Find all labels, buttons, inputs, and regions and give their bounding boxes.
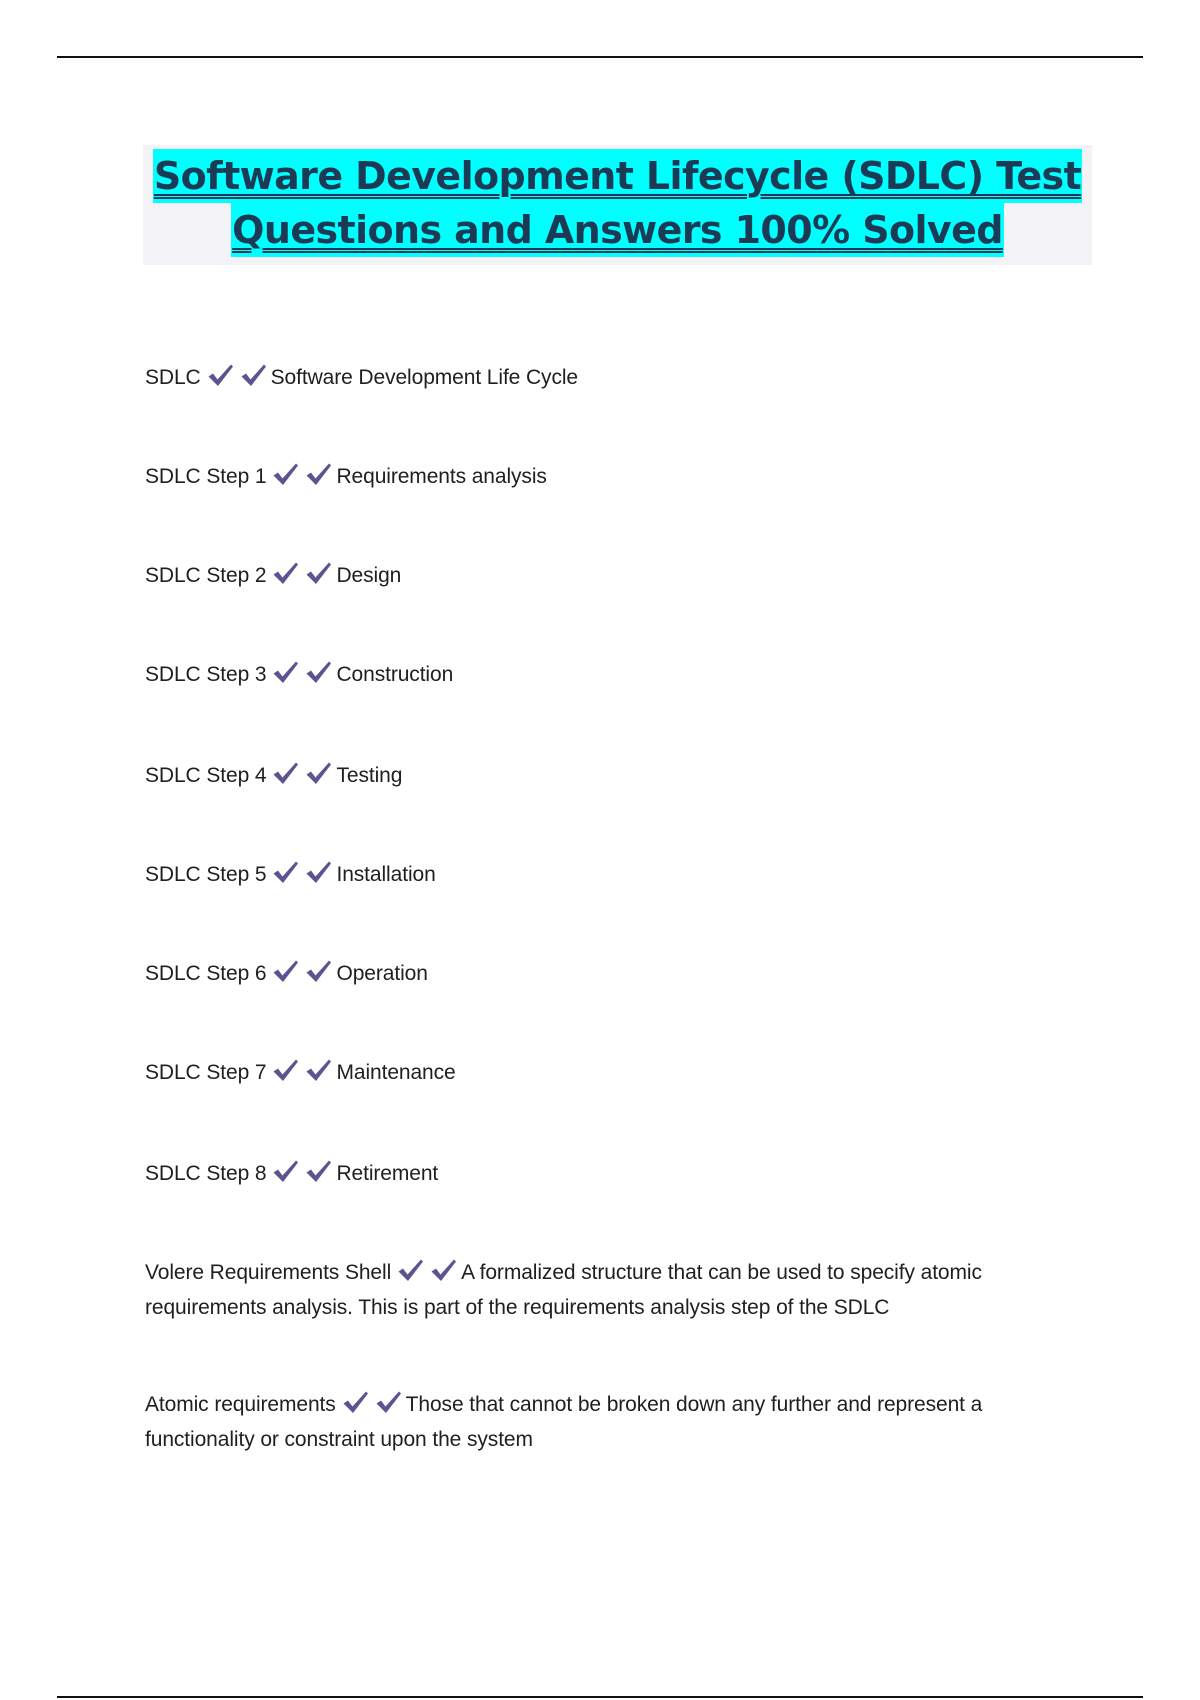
checkmark-icon xyxy=(272,660,299,684)
qa-term: Volere Requirements Shell xyxy=(145,1261,392,1284)
answer-marker xyxy=(342,1390,402,1424)
checkmark-icon xyxy=(240,363,267,387)
qa-answer: Design xyxy=(336,564,402,587)
checkmark-icon xyxy=(430,1258,457,1282)
page-bottom-rule xyxy=(57,1696,1143,1698)
answer-marker xyxy=(272,1159,332,1193)
checkmark-icon xyxy=(397,1258,424,1282)
qa-answer: Testing xyxy=(336,764,403,787)
checkmark-icon xyxy=(305,761,332,785)
qa-entry xyxy=(145,1389,1075,1456)
checkmark-icon xyxy=(272,462,299,486)
answer-marker xyxy=(397,1258,457,1292)
checkmark-icon xyxy=(305,660,332,684)
qa-entry xyxy=(145,859,1075,894)
answer-marker xyxy=(272,660,332,694)
answer-marker xyxy=(207,363,267,397)
qa-entry xyxy=(145,1158,1075,1193)
answer-marker xyxy=(272,1058,332,1092)
checkmark-icon xyxy=(207,363,234,387)
qa-term: SDLC Step 1 xyxy=(145,465,267,488)
document-title-block xyxy=(143,145,1092,265)
checkmark-icon xyxy=(272,1159,299,1183)
qa-entry xyxy=(145,461,1075,496)
answer-marker xyxy=(272,959,332,993)
qa-term: SDLC Step 5 xyxy=(145,863,267,886)
qa-term: Atomic requirements xyxy=(145,1393,336,1416)
qa-term: SDLC xyxy=(145,366,201,389)
checkmark-icon xyxy=(305,860,332,884)
answer-marker xyxy=(272,561,332,595)
checkmark-icon xyxy=(272,959,299,983)
qa-answer: Requirements analysis xyxy=(336,465,547,488)
document-title-line-2: Questions and Answers 100% Solved xyxy=(231,203,1004,257)
answer-marker xyxy=(272,761,332,795)
qa-entry xyxy=(145,362,1075,397)
checkmark-icon xyxy=(305,1159,332,1183)
checkmark-icon xyxy=(272,1058,299,1082)
qa-term: SDLC Step 7 xyxy=(145,1061,267,1084)
qa-entry xyxy=(145,958,1075,993)
checkmark-icon xyxy=(305,462,332,486)
answer-marker xyxy=(272,462,332,496)
qa-entry xyxy=(145,560,1075,595)
qa-term: SDLC Step 4 xyxy=(145,764,267,787)
checkmark-icon xyxy=(272,860,299,884)
qa-answer: Construction xyxy=(336,663,454,686)
qa-term: SDLC Step 8 xyxy=(145,1162,267,1185)
qa-answer: Retirement xyxy=(336,1162,439,1185)
qa-answer: Those that cannot be broken down any further and represent a functionality or constraint upon the system xyxy=(145,1393,983,1451)
document-title-line-1: Software Development Lifecycle (SDLC) Test xyxy=(153,149,1082,203)
checkmark-icon xyxy=(375,1390,402,1414)
qa-answer: A formalized structure that can be used to specify atomic requirements analysis. This is part of the requirements analysis step of the SDLC xyxy=(145,1261,982,1319)
qa-answer: Software Development Life Cycle xyxy=(270,366,579,389)
checkmark-icon xyxy=(272,561,299,585)
page-top-rule xyxy=(57,56,1143,58)
qa-term: SDLC Step 3 xyxy=(145,663,267,686)
qa-answer: Installation xyxy=(336,863,436,886)
qa-entry xyxy=(145,1057,1075,1092)
checkmark-icon xyxy=(272,761,299,785)
qa-entry xyxy=(145,659,1075,694)
checkmark-icon xyxy=(305,959,332,983)
qa-term: SDLC Step 6 xyxy=(145,962,267,985)
qa-entry xyxy=(145,1257,1075,1324)
answer-marker xyxy=(272,860,332,894)
checkmark-icon xyxy=(305,1058,332,1082)
qa-answer: Operation xyxy=(336,962,428,985)
checkmark-icon xyxy=(305,561,332,585)
qa-entry xyxy=(145,760,1075,795)
checkmark-icon xyxy=(342,1390,369,1414)
qa-answer: Maintenance xyxy=(336,1061,456,1084)
qa-term: SDLC Step 2 xyxy=(145,564,267,587)
